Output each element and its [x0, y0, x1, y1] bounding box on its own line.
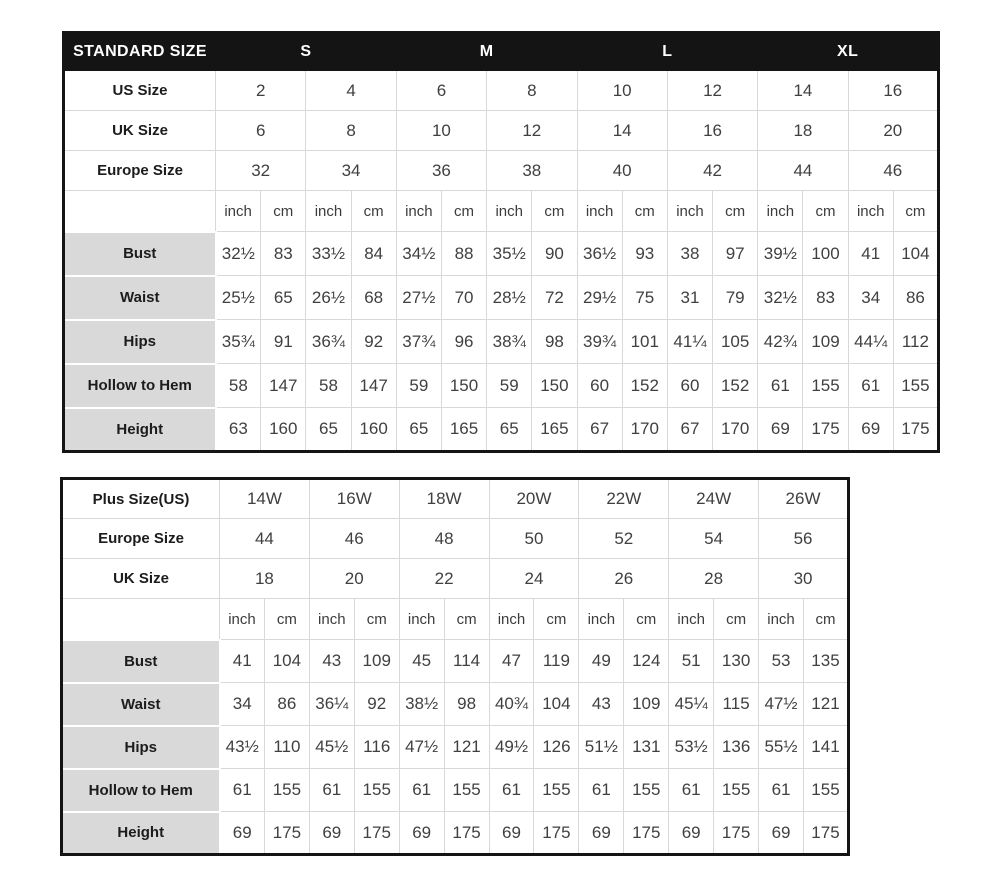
measurement-value: 136 — [714, 726, 759, 769]
measurement-value: 41 — [220, 640, 265, 683]
measurement-row — [64, 276, 939, 320]
size-value: 30 — [759, 559, 849, 599]
measurement-value: 83 — [803, 276, 848, 320]
measurement-value: 115 — [714, 683, 759, 726]
measurement-value: 175 — [803, 408, 848, 452]
unit-cell: inch — [577, 191, 622, 232]
measurement-row — [62, 683, 849, 726]
measurement-value: 116 — [354, 726, 399, 769]
size-value: 24 — [489, 559, 579, 599]
size-value: 14 — [758, 71, 848, 111]
measurement-value: 67 — [667, 408, 712, 452]
measurement-value: 86 — [264, 683, 309, 726]
measurement-value: 104 — [534, 683, 579, 726]
measurement-value: 121 — [444, 726, 489, 769]
measurement-value: 155 — [444, 769, 489, 812]
measurement-value: 104 — [264, 640, 309, 683]
measurement-value: 63 — [216, 408, 261, 452]
measurement-value: 175 — [714, 812, 759, 855]
measurement-value: 45½ — [309, 726, 354, 769]
measurement-value: 25½ — [216, 276, 261, 320]
measurement-value: 131 — [624, 726, 669, 769]
measurement-value: 69 — [220, 812, 265, 855]
measurement-value: 47 — [489, 640, 534, 683]
measurement-value: 45 — [399, 640, 444, 683]
measurement-value: 61 — [399, 769, 444, 812]
row-label: Hollow to Hem — [62, 769, 220, 812]
measurement-value: 35½ — [487, 232, 532, 276]
size-value: 34 — [306, 151, 396, 191]
measurement-value: 100 — [803, 232, 848, 276]
measurement-value: 61 — [489, 769, 534, 812]
measurement-value: 69 — [579, 812, 624, 855]
unit-cell: cm — [532, 191, 577, 232]
measurement-value: 49 — [579, 640, 624, 683]
measurement-value: 36½ — [577, 232, 622, 276]
size-conversion-row — [64, 111, 939, 151]
size-value: 42 — [667, 151, 757, 191]
measurement-value: 101 — [622, 320, 667, 364]
unit-cell: cm — [803, 191, 848, 232]
row-label: Height — [62, 812, 220, 855]
size-value: 4 — [306, 71, 396, 111]
unit-cell: inch — [396, 191, 441, 232]
measurement-value: 47½ — [399, 726, 444, 769]
size-value: 14 — [577, 111, 667, 151]
size-value: 16 — [848, 71, 938, 111]
size-group-xl: XL — [758, 33, 939, 71]
size-value: 12 — [487, 111, 577, 151]
measurement-value: 69 — [489, 812, 534, 855]
size-value: 52 — [579, 519, 669, 559]
measurement-value: 69 — [669, 812, 714, 855]
row-label: Waist — [62, 683, 220, 726]
measurement-row — [64, 408, 939, 452]
measurement-value: 155 — [264, 769, 309, 812]
measurement-value: 165 — [441, 408, 486, 452]
measurement-value: 67 — [577, 408, 622, 452]
unit-cell: inch — [848, 191, 893, 232]
measurement-row — [62, 769, 849, 812]
measurement-value: 104 — [893, 232, 938, 276]
measurement-value: 69 — [309, 812, 354, 855]
measurement-value: 51 — [669, 640, 714, 683]
measurement-value: 175 — [264, 812, 309, 855]
measurement-value: 28½ — [487, 276, 532, 320]
standard-size-table — [62, 31, 940, 453]
measurement-value: 53 — [759, 640, 804, 683]
measurement-row — [64, 364, 939, 408]
measurement-value: 98 — [444, 683, 489, 726]
measurement-value: 160 — [261, 408, 306, 452]
unit-cell: cm — [622, 191, 667, 232]
measurement-value: 141 — [803, 726, 848, 769]
size-value: 26W — [759, 479, 849, 519]
measurement-value: 69 — [848, 408, 893, 452]
standard-size-header-label: STANDARD SIZE — [64, 33, 216, 71]
row-label: Europe Size — [64, 151, 216, 191]
measurement-value: 27½ — [396, 276, 441, 320]
size-value: 8 — [487, 71, 577, 111]
measurement-value: 40¾ — [489, 683, 534, 726]
measurement-value: 60 — [667, 364, 712, 408]
size-value: 50 — [489, 519, 579, 559]
size-value: 46 — [309, 519, 399, 559]
size-value: 6 — [216, 111, 306, 151]
row-label: UK Size — [62, 559, 220, 599]
measurement-value: 96 — [441, 320, 486, 364]
size-group-s: S — [216, 33, 397, 71]
unit-cell: cm — [354, 599, 399, 640]
measurement-value: 61 — [579, 769, 624, 812]
size-value: 12 — [667, 71, 757, 111]
size-value: 20 — [848, 111, 938, 151]
measurement-value: 39¾ — [577, 320, 622, 364]
measurement-value: 65 — [396, 408, 441, 452]
size-value: 18 — [758, 111, 848, 151]
measurement-value: 86 — [893, 276, 938, 320]
measurement-value: 72 — [532, 276, 577, 320]
unit-cell: inch — [309, 599, 354, 640]
unit-cell: inch — [579, 599, 624, 640]
measurement-value: 155 — [534, 769, 579, 812]
measurement-value: 165 — [532, 408, 577, 452]
measurement-value: 61 — [758, 364, 803, 408]
measurement-value: 33½ — [306, 232, 351, 276]
measurement-value: 109 — [354, 640, 399, 683]
measurement-value: 130 — [714, 640, 759, 683]
unit-cell: inch — [216, 191, 261, 232]
measurement-value: 92 — [354, 683, 399, 726]
size-value: 20W — [489, 479, 579, 519]
measurement-value: 155 — [354, 769, 399, 812]
measurement-value: 109 — [624, 683, 669, 726]
unit-cell: inch — [667, 191, 712, 232]
measurement-value: 37¾ — [396, 320, 441, 364]
measurement-value: 45¼ — [669, 683, 714, 726]
size-value: 22W — [579, 479, 669, 519]
measurement-value: 42¾ — [758, 320, 803, 364]
measurement-value: 114 — [444, 640, 489, 683]
unit-cell: inch — [759, 599, 804, 640]
row-label: Plus Size(US) — [62, 479, 220, 519]
measurement-value: 60 — [577, 364, 622, 408]
plus-size-table — [60, 477, 850, 856]
measurement-value: 175 — [444, 812, 489, 855]
size-value: 28 — [669, 559, 759, 599]
standard-size-header-row — [64, 33, 939, 71]
measurement-value: 68 — [351, 276, 396, 320]
measurement-value: 124 — [624, 640, 669, 683]
measurement-value: 26½ — [306, 276, 351, 320]
unit-cell: inch — [758, 191, 803, 232]
size-value: 36 — [396, 151, 486, 191]
measurement-value: 150 — [441, 364, 486, 408]
measurement-value: 38¾ — [487, 320, 532, 364]
measurement-value: 65 — [261, 276, 306, 320]
size-value: 18 — [220, 559, 310, 599]
measurement-value: 36¾ — [306, 320, 351, 364]
unit-cell: inch — [489, 599, 534, 640]
measurement-value: 59 — [396, 364, 441, 408]
measurement-row — [64, 232, 939, 276]
measurement-row — [62, 726, 849, 769]
measurement-value: 32½ — [758, 276, 803, 320]
unit-cell: cm — [444, 599, 489, 640]
measurement-value: 152 — [713, 364, 758, 408]
size-value: 10 — [577, 71, 667, 111]
measurement-value: 34 — [848, 276, 893, 320]
size-conversion-row — [62, 479, 849, 519]
size-value: 22 — [399, 559, 489, 599]
measurement-value: 61 — [220, 769, 265, 812]
measurement-value: 36¼ — [309, 683, 354, 726]
size-value: 44 — [758, 151, 848, 191]
unit-cell: inch — [399, 599, 444, 640]
measurement-value: 53½ — [669, 726, 714, 769]
measurement-value: 69 — [399, 812, 444, 855]
measurement-value: 155 — [624, 769, 669, 812]
measurement-value: 65 — [487, 408, 532, 452]
measurement-value: 155 — [803, 364, 848, 408]
row-label: US Size — [64, 71, 216, 111]
measurement-value: 98 — [532, 320, 577, 364]
unit-cell: inch — [487, 191, 532, 232]
unit-cell: cm — [261, 191, 306, 232]
unit-cell: inch — [220, 599, 265, 640]
unit-row-empty-label — [64, 191, 216, 232]
measurement-value: 43 — [579, 683, 624, 726]
measurement-value: 155 — [803, 769, 848, 812]
measurement-value: 29½ — [577, 276, 622, 320]
size-value: 32 — [216, 151, 306, 191]
measurement-value: 61 — [309, 769, 354, 812]
size-conversion-row — [62, 559, 849, 599]
measurement-value: 55½ — [759, 726, 804, 769]
measurement-value: 170 — [713, 408, 758, 452]
row-label: Height — [64, 408, 216, 452]
measurement-value: 41 — [848, 232, 893, 276]
unit-cell: cm — [624, 599, 669, 640]
measurement-row — [64, 320, 939, 364]
size-value: 16W — [309, 479, 399, 519]
measurement-value: 58 — [216, 364, 261, 408]
measurement-value: 152 — [622, 364, 667, 408]
measurement-value: 70 — [441, 276, 486, 320]
measurement-row — [62, 812, 849, 855]
unit-header-row — [62, 599, 849, 640]
unit-cell: cm — [893, 191, 938, 232]
unit-cell: cm — [534, 599, 579, 640]
measurement-value: 49½ — [489, 726, 534, 769]
size-value: 20 — [309, 559, 399, 599]
measurement-value: 150 — [532, 364, 577, 408]
measurement-value: 147 — [351, 364, 396, 408]
size-value: 18W — [399, 479, 489, 519]
measurement-value: 175 — [354, 812, 399, 855]
measurement-value: 155 — [714, 769, 759, 812]
unit-cell: cm — [803, 599, 848, 640]
unit-cell: inch — [669, 599, 714, 640]
measurement-value: 39½ — [758, 232, 803, 276]
measurement-value: 170 — [622, 408, 667, 452]
row-label: Europe Size — [62, 519, 220, 559]
measurement-value: 79 — [713, 276, 758, 320]
size-value: 2 — [216, 71, 306, 111]
size-value: 44 — [220, 519, 310, 559]
measurement-value: 32½ — [216, 232, 261, 276]
measurement-value: 61 — [848, 364, 893, 408]
unit-cell: cm — [351, 191, 396, 232]
measurement-value: 88 — [441, 232, 486, 276]
size-value: 38 — [487, 151, 577, 191]
measurement-value: 38½ — [399, 683, 444, 726]
size-value: 48 — [399, 519, 489, 559]
measurement-value: 35¾ — [216, 320, 261, 364]
measurement-value: 175 — [893, 408, 938, 452]
measurement-value: 126 — [534, 726, 579, 769]
measurement-value: 119 — [534, 640, 579, 683]
measurement-value: 105 — [713, 320, 758, 364]
measurement-value: 58 — [306, 364, 351, 408]
size-conversion-row — [62, 519, 849, 559]
size-value: 8 — [306, 111, 396, 151]
size-value: 26 — [579, 559, 669, 599]
size-conversion-row — [64, 71, 939, 111]
measurement-value: 155 — [893, 364, 938, 408]
size-value: 14W — [220, 479, 310, 519]
measurement-value: 160 — [351, 408, 396, 452]
unit-cell: cm — [714, 599, 759, 640]
measurement-value: 112 — [893, 320, 938, 364]
measurement-value: 90 — [532, 232, 577, 276]
measurement-value: 175 — [534, 812, 579, 855]
size-conversion-row — [64, 151, 939, 191]
row-label: Hips — [64, 320, 216, 364]
measurement-value: 61 — [759, 769, 804, 812]
row-label: Bust — [62, 640, 220, 683]
size-value: 56 — [759, 519, 849, 559]
unit-header-row — [64, 191, 939, 232]
measurement-value: 75 — [622, 276, 667, 320]
measurement-value: 175 — [624, 812, 669, 855]
size-value: 40 — [577, 151, 667, 191]
measurement-value: 47½ — [759, 683, 804, 726]
unit-cell: cm — [713, 191, 758, 232]
row-label: Waist — [64, 276, 216, 320]
measurement-value: 93 — [622, 232, 667, 276]
row-label: Bust — [64, 232, 216, 276]
measurement-row — [62, 640, 849, 683]
measurement-value: 109 — [803, 320, 848, 364]
measurement-value: 43½ — [220, 726, 265, 769]
measurement-value: 61 — [669, 769, 714, 812]
row-label: Hips — [62, 726, 220, 769]
measurement-value: 135 — [803, 640, 848, 683]
measurement-value: 43 — [309, 640, 354, 683]
measurement-value: 69 — [758, 408, 803, 452]
row-label: UK Size — [64, 111, 216, 151]
measurement-value: 51½ — [579, 726, 624, 769]
size-group-m: M — [396, 33, 577, 71]
measurement-value: 69 — [759, 812, 804, 855]
row-label: Hollow to Hem — [64, 364, 216, 408]
size-group-l: L — [577, 33, 758, 71]
measurement-value: 34 — [220, 683, 265, 726]
measurement-value: 38 — [667, 232, 712, 276]
measurement-value: 59 — [487, 364, 532, 408]
unit-cell: inch — [306, 191, 351, 232]
measurement-value: 121 — [803, 683, 848, 726]
measurement-value: 92 — [351, 320, 396, 364]
measurement-value: 34½ — [396, 232, 441, 276]
size-value: 54 — [669, 519, 759, 559]
measurement-value: 175 — [803, 812, 848, 855]
unit-row-empty-label — [62, 599, 220, 640]
size-value: 10 — [396, 111, 486, 151]
measurement-value: 84 — [351, 232, 396, 276]
measurement-value: 83 — [261, 232, 306, 276]
size-value: 46 — [848, 151, 938, 191]
size-value: 16 — [667, 111, 757, 151]
measurement-value: 91 — [261, 320, 306, 364]
measurement-value: 65 — [306, 408, 351, 452]
unit-cell: cm — [441, 191, 486, 232]
measurement-value: 97 — [713, 232, 758, 276]
size-value: 6 — [396, 71, 486, 111]
size-value: 24W — [669, 479, 759, 519]
measurement-value: 31 — [667, 276, 712, 320]
measurement-value: 41¼ — [667, 320, 712, 364]
measurement-value: 110 — [264, 726, 309, 769]
unit-cell: cm — [264, 599, 309, 640]
measurement-value: 44¼ — [848, 320, 893, 364]
measurement-value: 147 — [261, 364, 306, 408]
